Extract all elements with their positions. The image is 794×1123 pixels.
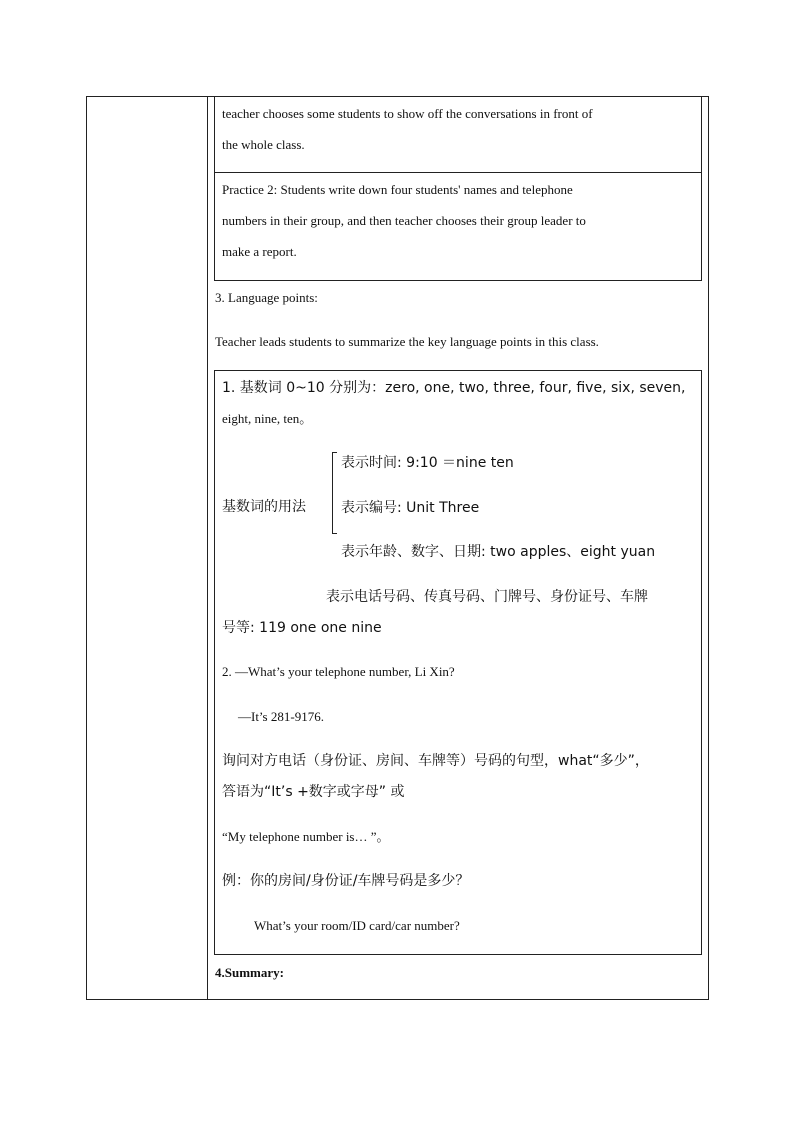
point-2-question: 2. —What’s your telephone number, Li Xin? [222,664,455,679]
explain-line-2: 答语为“It’s +数字或字母” 或 [222,784,405,800]
table-border-left [86,96,87,1000]
section-3-intro: Teacher leads students to summarize the key language points in this class. [215,334,599,349]
table-border-bottom [86,999,709,1000]
usage-brace-top [332,452,337,453]
usage-age: 表示年龄、数字、日期: two apples、eight yuan [341,544,656,560]
example-english: What’s your room/ID card/car number? [254,918,460,933]
section-4-heading: 4.Summary: [215,965,284,980]
practice-1-line-1: teacher chooses some students to show off the conversations in front of [222,106,593,121]
example-chinese: 例：你的房间/身份证/车牌号码是多少？ [222,873,470,889]
usage-brace-bottom [332,533,337,534]
point-1-line-2: eight, nine, ten。 [222,411,313,426]
point-1-line-1-text: 1. 基数词 0~10 分别为：zero, one, two, three, four, five, six, seven, [222,380,686,396]
section-3-heading: 3. Language points: [215,290,318,305]
table-border-right [708,96,709,1000]
explain-line-1: 询问对方电话（身份证、房间、车牌等）号码的句型，what“多少”， [222,753,649,769]
practice-2-line-2: numbers in their group, and then teacher chooses their group leader to [222,213,586,228]
usage-phone-line-2: 号等: 119 one one nine [222,620,382,636]
explain-line-3: “My telephone number is… ”。 [222,829,390,844]
table-column-divider [207,96,208,1000]
usage-time: 表示时间: 9:10 ＝nine ten [341,455,514,471]
point-1-line-1 [222,379,685,397]
point-2-answer: —It’s 281-9176. [238,709,324,724]
usage-label: 基数词的用法 [222,499,306,515]
usage-number: 表示编号: Unit Three [341,500,480,516]
practice-2-line-3: make a report. [222,244,297,259]
usage-phone-line-1: 表示电话号码、传真号码、门牌号、身份证号、车牌 [326,589,648,605]
practice-1-line-2: the whole class. [222,137,305,152]
practice-2-line-1: Practice 2: Students write down four students' names and telephone [222,182,573,197]
usage-brace [332,452,333,534]
